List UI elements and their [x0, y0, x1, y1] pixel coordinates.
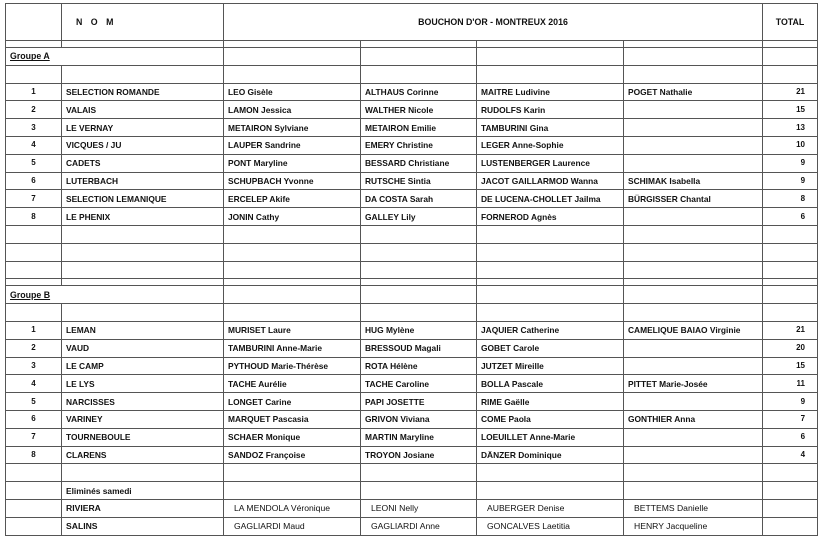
- player-name: SCHIMAK Isabella: [624, 172, 763, 190]
- empty-cell: [361, 464, 477, 482]
- empty-cell: [477, 261, 624, 279]
- empty-cell: [361, 261, 477, 279]
- player-name: FORNEROD Agnès: [477, 208, 624, 226]
- empty-cell: [763, 304, 818, 322]
- empty-cell: [763, 261, 818, 279]
- player-name: TACHE Aurélie: [224, 375, 361, 393]
- team-name: LUTERBACH: [62, 172, 224, 190]
- player-name: RIME Gaëlle: [477, 393, 624, 411]
- empty-cell: [624, 48, 763, 66]
- empty-cell: [477, 41, 624, 48]
- team-total: 21: [763, 83, 818, 101]
- player-name: MARQUET Pascasia: [224, 410, 361, 428]
- player-name: SCHUPBACH Yvonne: [224, 172, 361, 190]
- empty-cell: [62, 261, 224, 279]
- rank: 4: [6, 375, 62, 393]
- team-total: 11: [763, 375, 818, 393]
- team-total: 4: [763, 446, 818, 464]
- empty-cell: [6, 304, 62, 322]
- empty-cell: [763, 482, 818, 500]
- player-name: TAMBURINI Gina: [477, 119, 624, 137]
- empty-cell: [624, 279, 763, 286]
- empty-cell: [477, 279, 624, 286]
- empty-cell: [763, 41, 818, 48]
- player-name: GRIVON Viviana: [361, 410, 477, 428]
- empty-cell: [763, 225, 818, 243]
- team-name: RIVIERA: [62, 499, 224, 517]
- player-name: ROTA Hélène: [361, 357, 477, 375]
- player-name: DE LUCENA-CHOLLET Jailma: [477, 190, 624, 208]
- team-name: TOURNEBOULE: [62, 428, 224, 446]
- empty-cell: [624, 225, 763, 243]
- player-name: [624, 154, 763, 172]
- empty-cell: [361, 41, 477, 48]
- rank: 3: [6, 357, 62, 375]
- empty-cell: [6, 482, 62, 500]
- player-name: TAMBURINI Anne-Marie: [224, 339, 361, 357]
- player-name: [624, 446, 763, 464]
- team-row: [6, 190, 818, 208]
- empty-cell: [763, 279, 818, 286]
- empty-cell: [6, 243, 62, 261]
- player-name: GAGLIARDI Maud: [224, 517, 361, 535]
- team-name: VAUD: [62, 339, 224, 357]
- team-row: [6, 339, 818, 357]
- rank: 5: [6, 154, 62, 172]
- empty-row: [6, 304, 818, 322]
- player-name: MURISET Laure: [224, 321, 361, 339]
- empty-cell: [224, 243, 361, 261]
- player-name: [624, 101, 763, 119]
- empty-cell: [361, 482, 477, 500]
- team-total: 15: [763, 101, 818, 119]
- empty-cell: [62, 464, 224, 482]
- player-name: JACOT GAILLARMOD Wanna: [477, 172, 624, 190]
- group-header-row: [6, 48, 818, 66]
- empty-cell: [763, 286, 818, 304]
- empty-cell: [477, 48, 624, 66]
- player-name: JAQUIER Catherine: [477, 321, 624, 339]
- empty-cell: [624, 261, 763, 279]
- eliminated-header-row: [6, 482, 818, 500]
- empty-cell: [361, 48, 477, 66]
- player-name: ERCELEP Akife: [224, 190, 361, 208]
- player-name: [624, 136, 763, 154]
- team-total: 8: [763, 190, 818, 208]
- empty-cell: [224, 482, 361, 500]
- empty-cell: [763, 243, 818, 261]
- empty-cell: [477, 304, 624, 322]
- team-name: CADETS: [62, 154, 224, 172]
- empty-row: [6, 261, 818, 279]
- empty-row: [6, 225, 818, 243]
- team-row: [6, 119, 818, 137]
- empty-cell: [624, 41, 763, 48]
- team-row: [6, 83, 818, 101]
- player-name: GAGLIARDI Anne: [361, 517, 477, 535]
- team-total: 6: [763, 428, 818, 446]
- player-name: LOEUILLET Anne-Marie: [477, 428, 624, 446]
- player-name: SANDOZ Françoise: [224, 446, 361, 464]
- empty-cell: [224, 48, 361, 66]
- rank: 1: [6, 83, 62, 101]
- team-name: VARINEY: [62, 410, 224, 428]
- rank: 2: [6, 339, 62, 357]
- empty-cell: [62, 41, 224, 48]
- empty-cell: [224, 286, 361, 304]
- player-name: WALTHER Nicole: [361, 101, 477, 119]
- empty-cell: [224, 41, 361, 48]
- team-row: [6, 208, 818, 226]
- results-table: [5, 3, 818, 536]
- player-name: POGET Nathalie: [624, 83, 763, 101]
- player-name: PONT Maryline: [224, 154, 361, 172]
- empty-cell: [624, 464, 763, 482]
- team-name: LE LYS: [62, 375, 224, 393]
- team-total: 20: [763, 339, 818, 357]
- rank: 7: [6, 190, 62, 208]
- team-name: LEMAN: [62, 321, 224, 339]
- empty-cell: [62, 225, 224, 243]
- empty-cell: [6, 279, 62, 286]
- empty-cell: [624, 243, 763, 261]
- empty-cell: [763, 65, 818, 83]
- player-name: TROYON Josiane: [361, 446, 477, 464]
- player-name: RUDOLFS Karin: [477, 101, 624, 119]
- empty-cell: [224, 225, 361, 243]
- rank: 2: [6, 101, 62, 119]
- team-total: 10: [763, 136, 818, 154]
- empty-cell: [62, 65, 224, 83]
- rank: 6: [6, 410, 62, 428]
- empty-cell: [763, 464, 818, 482]
- player-name: PITTET Marie-Josée: [624, 375, 763, 393]
- player-name: DA COSTA Sarah: [361, 190, 477, 208]
- team-row: [6, 357, 818, 375]
- player-name: ALTHAUS Corinne: [361, 83, 477, 101]
- eliminated-row: [6, 499, 818, 517]
- team-name: VICQUES / JU: [62, 136, 224, 154]
- team-row: [6, 321, 818, 339]
- player-name: COME Paola: [477, 410, 624, 428]
- player-name: [624, 208, 763, 226]
- player-name: HENRY Jacqueline: [624, 517, 763, 535]
- empty-cell: [763, 48, 818, 66]
- empty-cell: [224, 464, 361, 482]
- group-label: Groupe B: [6, 286, 224, 304]
- empty-cell: [361, 65, 477, 83]
- empty-cell: [6, 517, 62, 535]
- empty-cell: [361, 225, 477, 243]
- team-row: [6, 154, 818, 172]
- empty-cell: [224, 279, 361, 286]
- empty-cell: [477, 225, 624, 243]
- team-total: 9: [763, 154, 818, 172]
- team-row: [6, 101, 818, 119]
- team-total: 13: [763, 119, 818, 137]
- rank: 1: [6, 321, 62, 339]
- empty-cell: [6, 261, 62, 279]
- empty-cell: [624, 304, 763, 322]
- team-name: SELECTION LEMANIQUE: [62, 190, 224, 208]
- empty-cell: [477, 464, 624, 482]
- team-row: [6, 410, 818, 428]
- empty-cell: [361, 279, 477, 286]
- team-total: 9: [763, 393, 818, 411]
- eliminated-label: Eliminés samedi: [62, 482, 224, 500]
- empty-cell: [477, 482, 624, 500]
- team-name: NARCISSES: [62, 393, 224, 411]
- player-name: RUTSCHE Sintia: [361, 172, 477, 190]
- empty-cell: [62, 304, 224, 322]
- empty-cell: [624, 482, 763, 500]
- team-row: [6, 136, 818, 154]
- player-name: GOBET Carole: [477, 339, 624, 357]
- empty-cell: [6, 499, 62, 517]
- empty-cell: [361, 243, 477, 261]
- player-name: GONTHIER Anna: [624, 410, 763, 428]
- player-name: CAMELIQUE BAIAO Virginie: [624, 321, 763, 339]
- player-name: LAUPER Sandrine: [224, 136, 361, 154]
- rank: 6: [6, 172, 62, 190]
- player-name: LUSTENBERGER Laurence: [477, 154, 624, 172]
- eliminated-row: [6, 517, 818, 535]
- rank: 8: [6, 446, 62, 464]
- empty-row: [6, 41, 818, 48]
- player-name: [624, 393, 763, 411]
- empty-cell: [62, 279, 224, 286]
- empty-row: [6, 279, 818, 286]
- empty-cell: [6, 464, 62, 482]
- player-name: [624, 119, 763, 137]
- player-name: BOLLA Pascale: [477, 375, 624, 393]
- team-row: [6, 428, 818, 446]
- team-total: 21: [763, 321, 818, 339]
- team-name: LE VERNAY: [62, 119, 224, 137]
- player-name: BESSARD Christiane: [361, 154, 477, 172]
- player-name: HUG Mylène: [361, 321, 477, 339]
- header-row: [6, 4, 818, 41]
- empty-cell: [62, 243, 224, 261]
- team-name: LE CAMP: [62, 357, 224, 375]
- player-name: MAITRE Ludivine: [477, 83, 624, 101]
- team-row: [6, 446, 818, 464]
- empty-cell: [477, 65, 624, 83]
- empty-cell: [477, 286, 624, 304]
- rank: 5: [6, 393, 62, 411]
- column-header-total: TOTAL: [763, 4, 818, 41]
- player-name: [624, 339, 763, 357]
- empty-cell: [361, 304, 477, 322]
- player-name: LAMON Jessica: [224, 101, 361, 119]
- empty-cell: [763, 499, 818, 517]
- team-name: CLARENS: [62, 446, 224, 464]
- player-name: EMERY Christine: [361, 136, 477, 154]
- player-name: METAIRON Sylviane: [224, 119, 361, 137]
- player-name: AUBERGER Denise: [477, 499, 624, 517]
- team-name: SALINS: [62, 517, 224, 535]
- empty-cell: [6, 65, 62, 83]
- empty-row: [6, 464, 818, 482]
- team-total: 15: [763, 357, 818, 375]
- player-name: JUTZET Mireille: [477, 357, 624, 375]
- empty-cell: [763, 517, 818, 535]
- player-name: LEGER Anne-Sophie: [477, 136, 624, 154]
- rank: 4: [6, 136, 62, 154]
- player-name: GONCALVES Laetitia: [477, 517, 624, 535]
- player-name: PAPI JOSETTE: [361, 393, 477, 411]
- team-name: LE PHENIX: [62, 208, 224, 226]
- empty-cell: [224, 261, 361, 279]
- group-label: Groupe A: [6, 48, 224, 66]
- empty-cell: [361, 286, 477, 304]
- team-name: SELECTION ROMANDE: [62, 83, 224, 101]
- empty-cell: [477, 243, 624, 261]
- rank: 3: [6, 119, 62, 137]
- player-name: BÜRGISSER Chantal: [624, 190, 763, 208]
- rank: 7: [6, 428, 62, 446]
- empty-row: [6, 243, 818, 261]
- empty-cell: [6, 225, 62, 243]
- team-total: 7: [763, 410, 818, 428]
- empty-cell: [624, 286, 763, 304]
- empty-cell: [224, 304, 361, 322]
- rank: 8: [6, 208, 62, 226]
- player-name: [624, 357, 763, 375]
- player-name: GALLEY Lily: [361, 208, 477, 226]
- player-name: DÄNZER Dominique: [477, 446, 624, 464]
- player-name: MARTIN Maryline: [361, 428, 477, 446]
- player-name: TACHE Caroline: [361, 375, 477, 393]
- page-title: BOUCHON D'OR - MONTREUX 2016: [224, 4, 763, 41]
- player-name: METAIRON Emilie: [361, 119, 477, 137]
- team-row: [6, 375, 818, 393]
- group-header-row: [6, 286, 818, 304]
- player-name: JONIN Cathy: [224, 208, 361, 226]
- player-name: LEONI Nelly: [361, 499, 477, 517]
- empty-row: [6, 65, 818, 83]
- player-name: SCHAER Monique: [224, 428, 361, 446]
- player-name: LA MENDOLA Véronique: [224, 499, 361, 517]
- column-header-nom: N O M: [62, 4, 224, 41]
- team-name: VALAIS: [62, 101, 224, 119]
- team-total: 9: [763, 172, 818, 190]
- player-name: LEO Gisèle: [224, 83, 361, 101]
- player-name: LONGET Carine: [224, 393, 361, 411]
- player-name: [624, 428, 763, 446]
- player-name: BRESSOUD Magali: [361, 339, 477, 357]
- team-row: [6, 172, 818, 190]
- team-total: 6: [763, 208, 818, 226]
- empty-cell: [624, 65, 763, 83]
- team-row: [6, 393, 818, 411]
- empty-cell: [224, 65, 361, 83]
- empty-cell: [6, 41, 62, 48]
- player-name: PYTHOUD Marie-Thérèse: [224, 357, 361, 375]
- player-name: BETTEMS Danielle: [624, 499, 763, 517]
